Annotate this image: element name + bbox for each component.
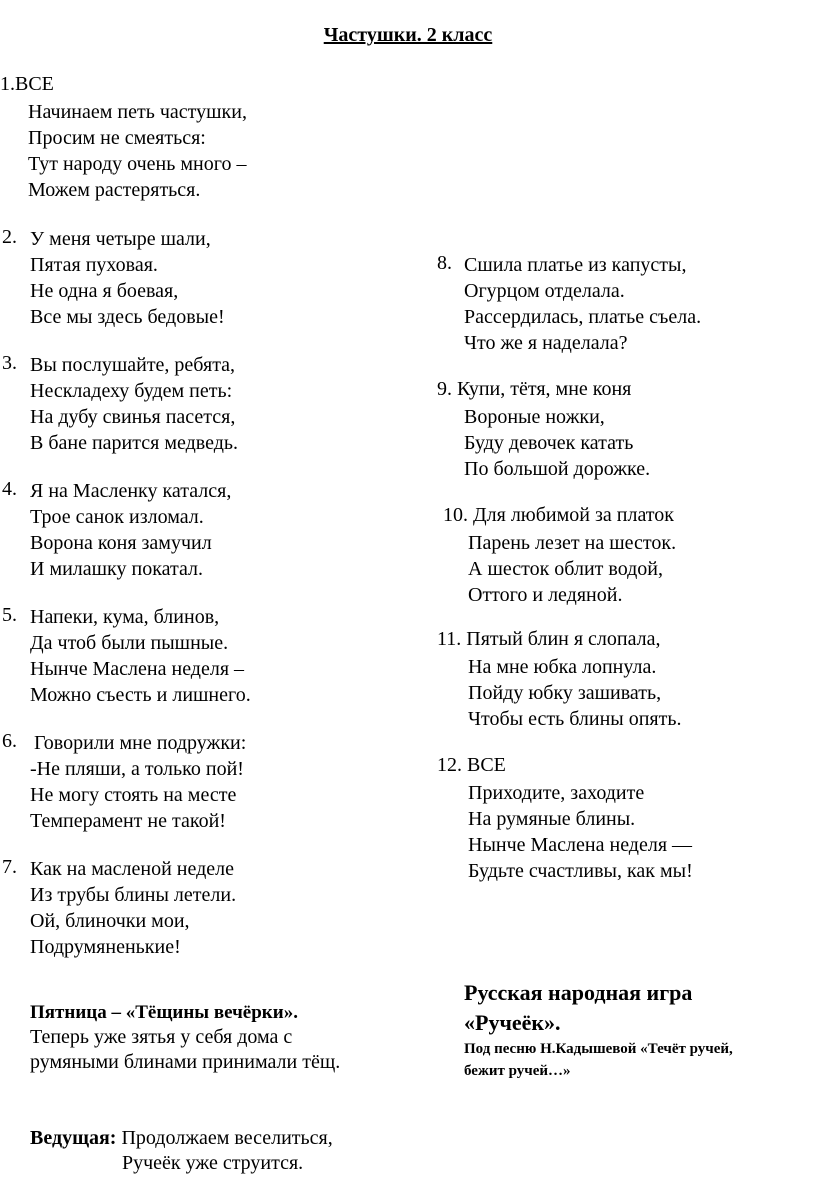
verse-line: Нынче Маслена неделя — — [468, 834, 693, 856]
verse-8 — [464, 252, 701, 356]
page-title: Частушки. 2 класс — [323, 24, 493, 46]
verse-line: Парень лезет на шесток. — [468, 532, 677, 554]
verse-9-heading: 9. Купи, тётя, мне коня — [437, 378, 632, 400]
verse-line: Просим не смеяться: — [28, 127, 206, 149]
verse-line: На румяные блины. — [468, 808, 636, 830]
verse-line: Пятая пуховая. — [30, 254, 158, 276]
game-section — [464, 978, 733, 1082]
verse-line: Огурцом отделала. — [464, 280, 625, 302]
verse-line: Не одна я боевая, — [30, 280, 179, 302]
verse-line: Что же я наделала? — [464, 332, 628, 354]
verse-5-number: 5. — [2, 604, 17, 626]
verse-line: Пойду юбку зашивать, — [468, 682, 662, 704]
verse-8-number: 8. — [437, 252, 452, 274]
verse-line: Приходите, заходите — [468, 782, 645, 804]
verse-5 — [30, 604, 251, 708]
verse-4 — [30, 478, 231, 582]
verse-line: Чтобы есть блины опять. — [468, 708, 682, 730]
verse-6 — [30, 730, 247, 834]
verse-line: Все мы здесь бедовые! — [30, 306, 225, 328]
verse-line: Ой, блиночки мои, — [30, 910, 190, 932]
verse-line: И милашку покатал. — [30, 558, 203, 580]
verse-line: Напеки, кума, блинов, — [30, 606, 220, 628]
verse-line: В бане парится медведь. — [30, 432, 238, 454]
verse-line: Нескладеху будем петь: — [30, 380, 233, 402]
verse-line: Я на Масленку катался, — [30, 480, 232, 502]
game-subtitle-line: бежит ручей…» — [464, 1063, 571, 1079]
verse-4-number: 4. — [2, 478, 17, 500]
friday-line: румяными блинами принимали тёщ. — [30, 1051, 341, 1073]
verse-line: Говорили мне подружки: — [34, 732, 247, 754]
verse-line: Оттого и ледяной. — [468, 584, 623, 606]
host-line-1 — [30, 1126, 333, 1151]
host-line-2: Ручеёк уже струится. — [122, 1152, 304, 1174]
game-subtitle-line: Под песню Н.Кадышевой «Течёт ручей, — [464, 1041, 733, 1057]
verse-line: Подрумяненькие! — [30, 936, 181, 958]
verse-line: Да чтоб были пышные. — [30, 632, 229, 654]
verse-9 — [464, 404, 650, 482]
game-title-line: «Ручеёк». — [464, 1010, 561, 1035]
verse-10-heading: 10. Для любимой за платок — [443, 504, 674, 526]
verse-line: Трое санок изломал. — [30, 506, 204, 528]
verse-1 — [28, 99, 247, 203]
verse-line: Нынче Маслена неделя – — [30, 658, 245, 680]
game-title-line: Русская народная игра — [464, 980, 693, 1005]
verse-line: А шесток облит водой, — [468, 558, 663, 580]
verse-line: Тут народу очень много – — [28, 153, 247, 175]
verse-line: Вы послушайте, ребята, — [30, 354, 236, 376]
verse-6-number: 6. — [2, 730, 17, 752]
verse-3-number: 3. — [2, 352, 17, 374]
host-label: Ведущая: — [30, 1127, 117, 1149]
verse-line: Ворона коня замучил — [30, 532, 212, 554]
verse-10 — [468, 530, 676, 608]
verse-line: По большой дорожке. — [464, 458, 651, 480]
verse-line: Из трубы блины летели. — [30, 884, 237, 906]
verse-11-heading: 11. Пятый блин я слопала, — [437, 628, 661, 650]
verse-line: Сшила платье из капусты, — [464, 254, 687, 276]
friday-section — [30, 1000, 340, 1075]
verse-line: Можно съесть и лишнего. — [30, 684, 251, 706]
friday-line: Теперь уже зятья у себя дома с — [30, 1026, 293, 1048]
verse-line: Как на масленой неделе — [30, 858, 235, 880]
verse-1-number: 1.ВСЕ — [0, 73, 54, 95]
friday-heading: Пятница – «Тёщины вечёрки». — [30, 1002, 298, 1023]
verse-line: Темперамент не такой! — [30, 810, 226, 832]
verse-line: На мне юбка лопнула. — [468, 656, 657, 678]
verse-line: Начинаем петь частушки, — [28, 101, 247, 123]
verse-line: Буду девочек катать — [464, 432, 634, 454]
verse-2-number: 2. — [2, 226, 17, 248]
verse-7 — [30, 856, 236, 960]
verse-line: -Не пляши, а только пой! — [30, 758, 244, 780]
verse-12-heading: 12. ВСЕ — [437, 754, 506, 776]
verse-2 — [30, 226, 225, 330]
verse-line: На дубу свинья пасется, — [30, 406, 236, 428]
verse-11 — [468, 654, 681, 732]
verse-line: Рассердилась, платье съела. — [464, 306, 702, 328]
host-text: Продолжаем веселиться, — [116, 1127, 333, 1149]
verse-12 — [468, 780, 693, 884]
verse-7-number: 7. — [2, 856, 17, 878]
verse-3 — [30, 352, 238, 456]
verse-line: У меня четыре шали, — [30, 228, 211, 250]
verse-line: Будьте счастливы, как мы! — [468, 860, 693, 882]
verse-line: Не могу стоять на месте — [30, 784, 237, 806]
verse-line: Можем растеряться. — [28, 179, 201, 201]
verse-line: Вороные ножки, — [464, 406, 605, 428]
